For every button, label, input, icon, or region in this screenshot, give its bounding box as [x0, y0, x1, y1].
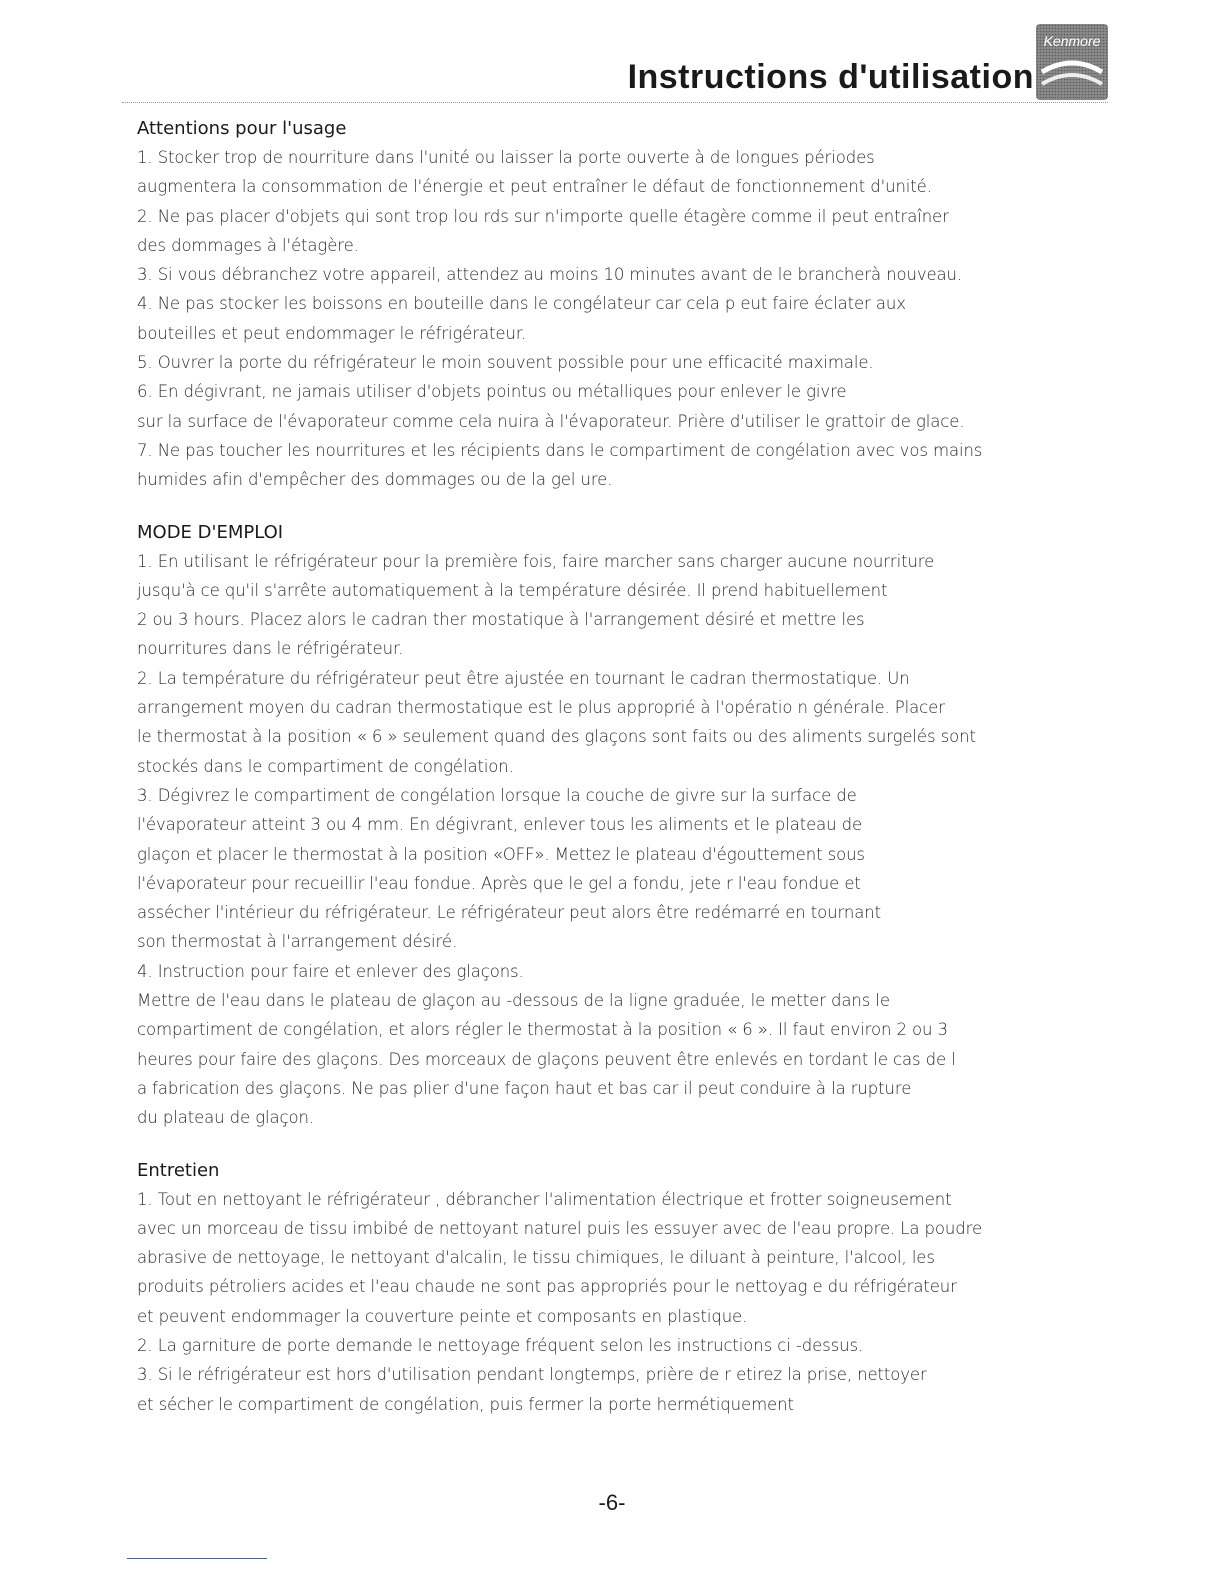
- text-line: assécher l'intérieur du réfrigérateur. Le réfrigérateur peut alors être redémarré en tournant: [137, 903, 881, 923]
- text-line: arrangement moyen du cadran thermostatique est le plus approprié à l'opératio n générale. Placer: [137, 698, 945, 718]
- text-line: augmentera la consommation de l'énergie et peut entraîner le défaut de fonctionnement d'unité.: [137, 177, 932, 197]
- text-line: 3. Dégivrez le compartiment de congélation lorsque la couche de givre sur la surface de: [137, 785, 857, 805]
- logo-text: Kenmore: [1043, 33, 1101, 49]
- text-line: et peuvent endommager la couverture peinte et composants en plastique.: [137, 1306, 748, 1326]
- text-line: avec un morceau de tissu imbibé de nettoyant naturel puis les essuyer avec de l'eau propre. La poudre: [137, 1218, 983, 1238]
- text-line: 3. Si vous débranchez votre appareil, attendez au moins 10 minutes avant de le brancherà nouveau.: [137, 265, 963, 285]
- text-line: 5. Ouvrer la porte du réfrigérateur le moin souvent possible pour une efficacité maximale.: [137, 353, 874, 373]
- text-line: l'évaporateur pour recueillir l'eau fondue. Après que le gel a fondu, jete r l'eau fondue et: [137, 873, 861, 893]
- page-title: Instructions d'utilisation: [627, 58, 1034, 96]
- section-heading: Entretien: [137, 1159, 220, 1181]
- text-line: compartiment de congélation, et alors régler le thermostat à la position « 6 ». Il faut environ 2 ou 3: [137, 1020, 948, 1040]
- text-line: Mettre de l'eau dans le plateau de glaçon au -dessous de la ligne graduée, le metter dans le: [137, 991, 890, 1011]
- text-line: heures pour faire des glaçons. Des morceaux de glaçons peuvent être enlevés en tordant le cas de l: [137, 1049, 956, 1069]
- section-entretien: [137, 1156, 1097, 1419]
- text-line: 4. Ne pas stocker les boissons en bouteille dans le congélateur car cela p eut faire éclater aux: [137, 294, 906, 314]
- text-line: stockés dans le compartiment de congélation.: [137, 756, 514, 776]
- section-attentions: [137, 114, 1097, 495]
- text-line: a fabrication des glaçons. Ne pas plier d'une façon haut et bas car il peut conduire à la rupture: [137, 1078, 912, 1098]
- section-heading: MODE D'EMPLOI: [137, 521, 284, 543]
- text-line: 2. La température du réfrigérateur peut être ajustée en tournant le cadran thermostatique. Un: [137, 668, 910, 688]
- text-line: 2. Ne pas placer d'objets qui sont trop lou rds sur n'importe quelle étagère comme il peut entraîner: [137, 206, 949, 226]
- text-line: 1. Tout en nettoyant le réfrigérateur , débrancher l'alimentation électrique et frotter soigneusement: [137, 1189, 952, 1209]
- section-mode-emploi: [137, 518, 1097, 1133]
- text-line: sur la surface de l'évaporateur comme cela nuira à l'évaporateur. Prière d'utiliser le grattoir de glace.: [137, 411, 965, 431]
- kenmore-logo: [1036, 24, 1108, 100]
- text-line: 6. En dégivrant, ne jamais utiliser d'objets pointus ou métalliques pour enlever le givre: [137, 382, 847, 402]
- document-body: [137, 114, 1097, 1419]
- text-line: l'évaporateur atteint 3 ou 4 mm. En dégivrant, enlever tous les aliments et le plateau de: [137, 815, 863, 835]
- text-line: humides afin d'empêcher des dommages ou de la gel ure.: [137, 470, 613, 490]
- kenmore-logo-icon: [1036, 24, 1108, 100]
- text-line: son thermostat à l'arrangement désiré.: [137, 932, 458, 952]
- text-line: 1. Stocker trop de nourriture dans l'unité ou laisser la porte ouverte à de longues périodes: [137, 148, 875, 167]
- footer-rule: [127, 1558, 267, 1559]
- text-line: abrasive de nettoyage, le nettoyant d'alcalin, le tissu chimiques, le diluant à peinture, l'alcool, les: [137, 1248, 935, 1268]
- text-line: le thermostat à la position « 6 » seulement quand des glaçons sont faits ou des aliments surgelés sont: [137, 727, 976, 747]
- text-line: 2 ou 3 hours. Placez alors le cadran ther mostatique à l'arrangement désiré et mettre les: [137, 610, 865, 630]
- text-line: glaçon et placer le thermostat à la position «OFF». Mettez le plateau d'égouttement sous: [137, 844, 865, 864]
- text-line: des dommages à l'étagère.: [137, 235, 359, 255]
- text-line: 1. En utilisant le réfrigérateur pour la première fois, faire marcher sans charger aucune nourriture: [137, 551, 935, 571]
- header-divider: [122, 102, 1108, 103]
- text-line: jusqu'à ce qu'il s'arrête automatiquement à la température désirée. Il prend habituellement: [137, 580, 888, 600]
- text-line: du plateau de glaçon.: [137, 1108, 315, 1128]
- text-line: 7. Ne pas toucher les nourritures et les récipients dans le compartiment de congélation avec vos mains: [137, 440, 983, 460]
- section-heading: Attentions pour l'usage: [137, 118, 347, 139]
- page-number: -6-: [598, 1490, 626, 1515]
- text-line: bouteilles et peut endommager le réfrigérateur.: [137, 323, 527, 343]
- text-line: et sécher le compartiment de congélation, puis fermer la porte hermétiquement: [137, 1394, 794, 1414]
- text-line: produits pétroliers acides et l'eau chaude ne sont pas appropriés pour le nettoyag e du réfrigérateur: [137, 1277, 957, 1297]
- text-line: nourritures dans le réfrigérateur.: [137, 639, 404, 659]
- text-line: 4. Instruction pour faire et enlever des glaçons.: [137, 961, 524, 981]
- text-line: 3. Si le réfrigérateur est hors d'utilisation pendant longtemps, prière de r etirez la prise, nettoyer: [137, 1365, 927, 1385]
- text-line: 2. La garniture de porte demande le nettoyage fréquent selon les instructions ci -dessus.: [137, 1335, 864, 1355]
